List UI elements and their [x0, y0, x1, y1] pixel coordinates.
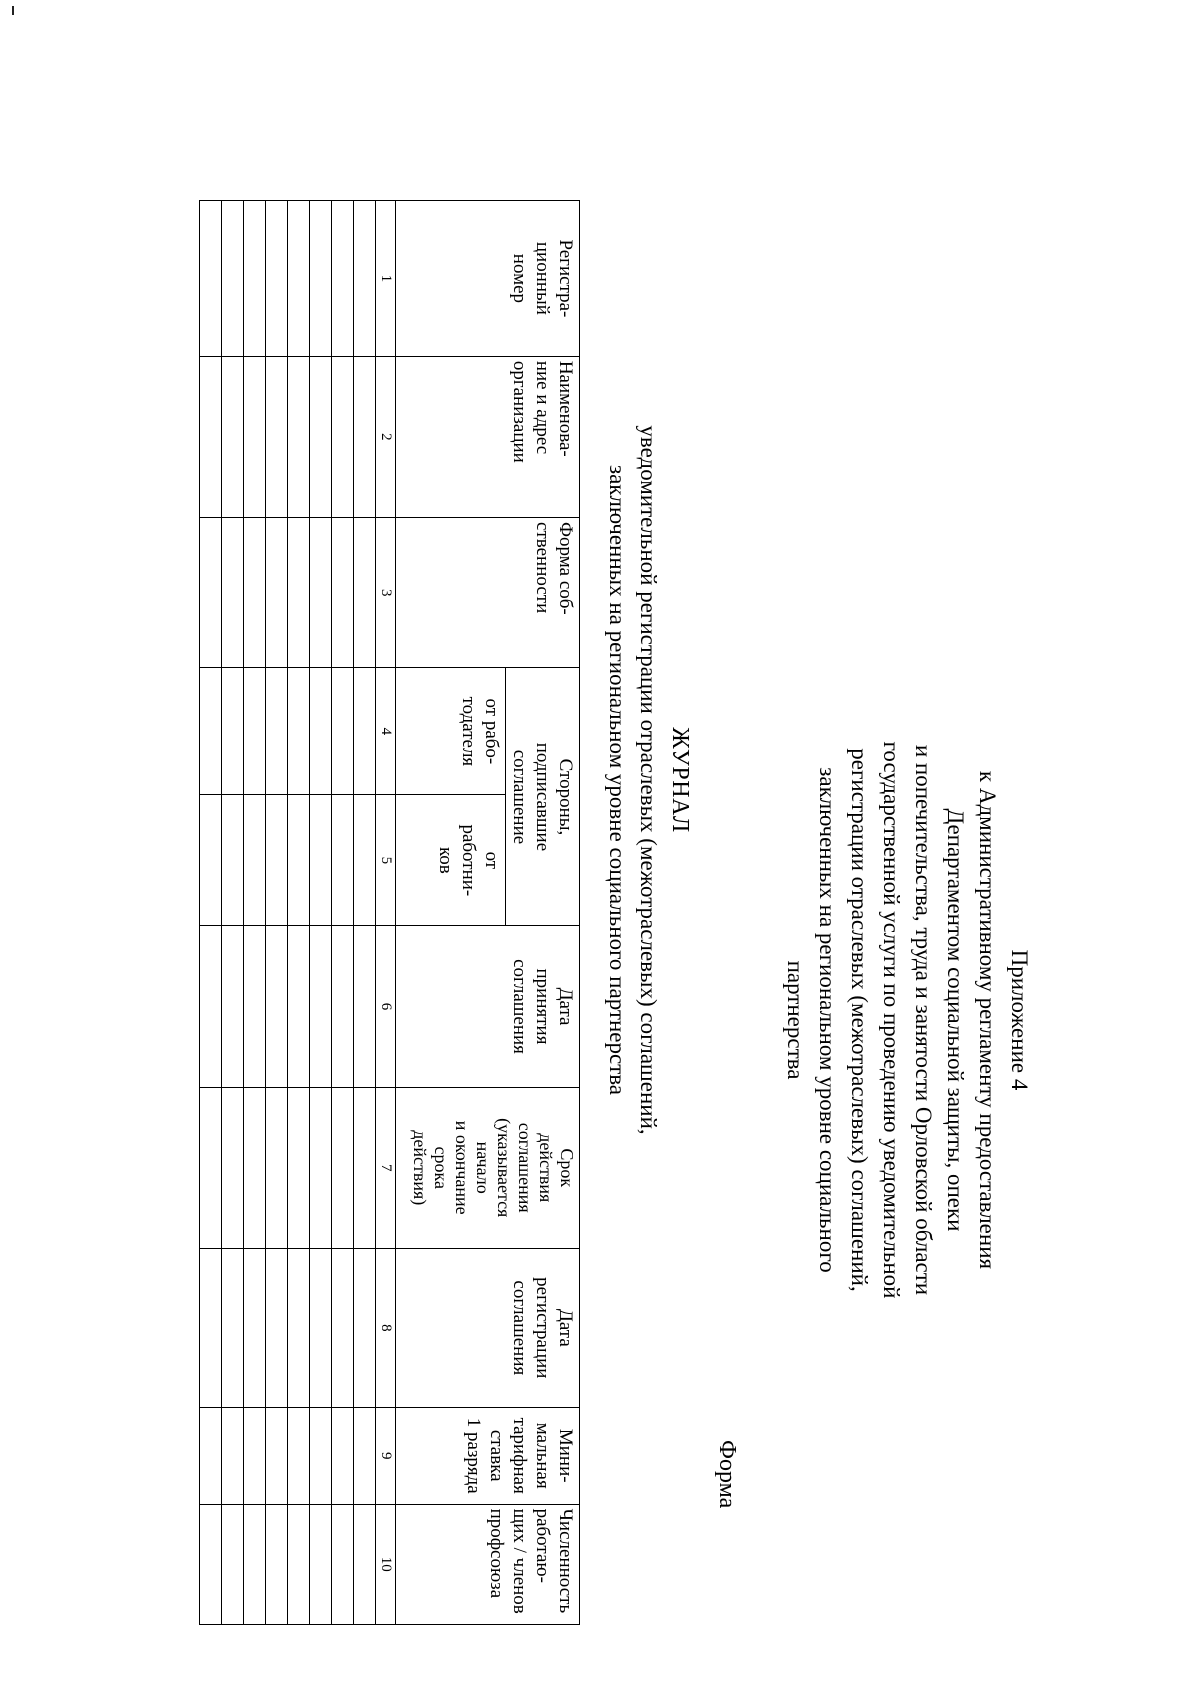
table-cell	[288, 201, 310, 357]
table-cell	[332, 1504, 354, 1624]
appendix-line: заключенных на региональном уровне социального	[815, 767, 840, 1273]
table-cell	[332, 1087, 354, 1248]
table-cell	[288, 1087, 310, 1248]
journal-subtitle-line2: заключенных на региональном уровне социального партнерства	[605, 465, 630, 1095]
table-cell	[200, 201, 222, 357]
table-cell	[354, 201, 376, 357]
table-cell	[266, 795, 288, 926]
table-cell	[332, 668, 354, 795]
table-cell	[200, 1504, 222, 1624]
table-cell	[288, 518, 310, 668]
table-cell	[332, 1407, 354, 1504]
table-cell	[288, 1407, 310, 1504]
form-label: Форма	[714, 1440, 740, 1509]
table-cell	[222, 356, 244, 517]
col-header-min-rate: Мини- мальная тарифная ставка 1 разряда	[396, 1407, 580, 1504]
table-cell	[200, 668, 222, 795]
table-cell	[244, 926, 266, 1087]
col-header-from-employer: от рабо- тодателя	[396, 668, 506, 795]
table-cell	[222, 795, 244, 926]
table-cell	[310, 1087, 332, 1248]
table-row	[266, 201, 288, 1625]
table-cell	[332, 926, 354, 1087]
table-cell	[354, 1087, 376, 1248]
table-cell	[266, 201, 288, 357]
table-cell	[354, 1248, 376, 1407]
appendix-line: и попечительства, труда и занятости Орловской области	[911, 744, 936, 1296]
column-number: 7	[376, 1087, 396, 1248]
table-cell	[222, 1248, 244, 1407]
table-cell	[222, 926, 244, 1087]
table-cell	[244, 1087, 266, 1248]
table-cell	[310, 1407, 332, 1504]
table-row	[354, 201, 376, 1625]
appendix-header	[779, 600, 1035, 1440]
table-cell	[244, 201, 266, 357]
table-cell	[288, 356, 310, 517]
column-number: 1	[376, 201, 396, 357]
table-cell	[310, 668, 332, 795]
table-cell	[354, 1407, 376, 1504]
table-row	[244, 201, 266, 1625]
table-cell	[288, 926, 310, 1087]
table-cell	[288, 1248, 310, 1407]
table-cell	[288, 668, 310, 795]
table-cell	[310, 356, 332, 517]
table-cell	[200, 356, 222, 517]
table-cell	[200, 1248, 222, 1407]
table-cell	[266, 1087, 288, 1248]
table-cell	[266, 1248, 288, 1407]
empty-rows	[200, 201, 376, 1625]
table-cell	[310, 201, 332, 357]
table-row	[332, 201, 354, 1625]
journal-heading: ЖУРНАЛ	[667, 727, 693, 833]
table-cell	[332, 356, 354, 517]
table-cell	[244, 795, 266, 926]
table-cell	[288, 795, 310, 926]
col-header-validity: Срок действия соглашения (указывается начало и окончание срока действия)	[396, 1087, 580, 1248]
table-cell	[244, 1248, 266, 1407]
table-row	[310, 201, 332, 1625]
table-cell	[222, 518, 244, 668]
table-cell	[266, 668, 288, 795]
column-number: 8	[376, 1248, 396, 1407]
appendix-line: партнерства	[783, 960, 808, 1080]
table-cell	[332, 201, 354, 357]
column-number: 9	[376, 1407, 396, 1504]
table-cell	[222, 201, 244, 357]
journal-title	[602, 250, 695, 1310]
table-cell	[266, 518, 288, 668]
col-header-org-name: Наименова- ние и адрес организации	[396, 356, 580, 517]
table-cell	[266, 1504, 288, 1624]
table-cell	[354, 795, 376, 926]
table-cell	[222, 668, 244, 795]
table-cell	[332, 1248, 354, 1407]
table-cell	[244, 518, 266, 668]
table-cell	[222, 1407, 244, 1504]
col-header-registration-date: Дата регистрации соглашения	[396, 1248, 580, 1407]
table-cell	[244, 668, 266, 795]
col-header-headcount: Численность работаю- щих / членов профсоюза	[396, 1504, 580, 1624]
table-cell	[354, 926, 376, 1087]
table-cell	[310, 795, 332, 926]
appendix-line: Приложение 4	[1007, 949, 1032, 1091]
appendix-line: государственной услуги по проведению уведомительной	[879, 741, 904, 1299]
table-cell	[310, 1248, 332, 1407]
table-cell	[332, 518, 354, 668]
table-cell	[288, 1504, 310, 1624]
appendix-line: Департаментом социальной защиты, опеки	[943, 808, 968, 1232]
table-cell	[266, 926, 288, 1087]
table-cell	[310, 518, 332, 668]
table-cell	[200, 795, 222, 926]
col-header-reg-number: Регистра- ционный номер	[396, 201, 580, 357]
column-number: 6	[376, 926, 396, 1087]
table-cell	[244, 1504, 266, 1624]
table-cell	[200, 1407, 222, 1504]
table-cell	[354, 668, 376, 795]
scan-mark	[12, 6, 14, 15]
table-row	[288, 201, 310, 1625]
table-header-row	[506, 201, 580, 1625]
table-cell	[354, 1504, 376, 1624]
table-cell	[310, 1504, 332, 1624]
table-cell	[266, 356, 288, 517]
col-header-parties: Стороны, подписавшие соглашение	[506, 668, 580, 926]
col-header-adoption-date: Дата принятия соглашения	[396, 926, 580, 1087]
table-cell	[332, 795, 354, 926]
column-number: 2	[376, 356, 396, 517]
table-cell	[200, 1087, 222, 1248]
table-cell	[222, 1087, 244, 1248]
appendix-line: регистрации отраслевых (межотраслевых) соглашений,	[847, 748, 872, 1292]
journal-subtitle-line1: уведомительной регистрации отраслевых (межотраслевых) соглашений,	[636, 425, 661, 1135]
table-row	[200, 201, 222, 1625]
col-header-ownership: Форма соб- ственности	[396, 518, 580, 668]
column-number: 4	[376, 668, 396, 795]
column-number: 3	[376, 518, 396, 668]
table-cell	[244, 356, 266, 517]
table-cell	[222, 1504, 244, 1624]
appendix-line: к Административному регламенту предоставления	[975, 770, 1000, 1270]
table-cell	[266, 1407, 288, 1504]
table-cell	[310, 926, 332, 1087]
column-number: 10	[376, 1504, 396, 1624]
column-number-row	[376, 201, 396, 1625]
col-header-from-employees: от работни- ков	[396, 795, 506, 926]
journal-table	[199, 200, 580, 1625]
table-cell	[354, 356, 376, 517]
table-cell	[354, 518, 376, 668]
table-cell	[244, 1407, 266, 1504]
column-number: 5	[376, 795, 396, 926]
table-cell	[200, 926, 222, 1087]
table-cell	[200, 518, 222, 668]
table-row	[222, 201, 244, 1625]
